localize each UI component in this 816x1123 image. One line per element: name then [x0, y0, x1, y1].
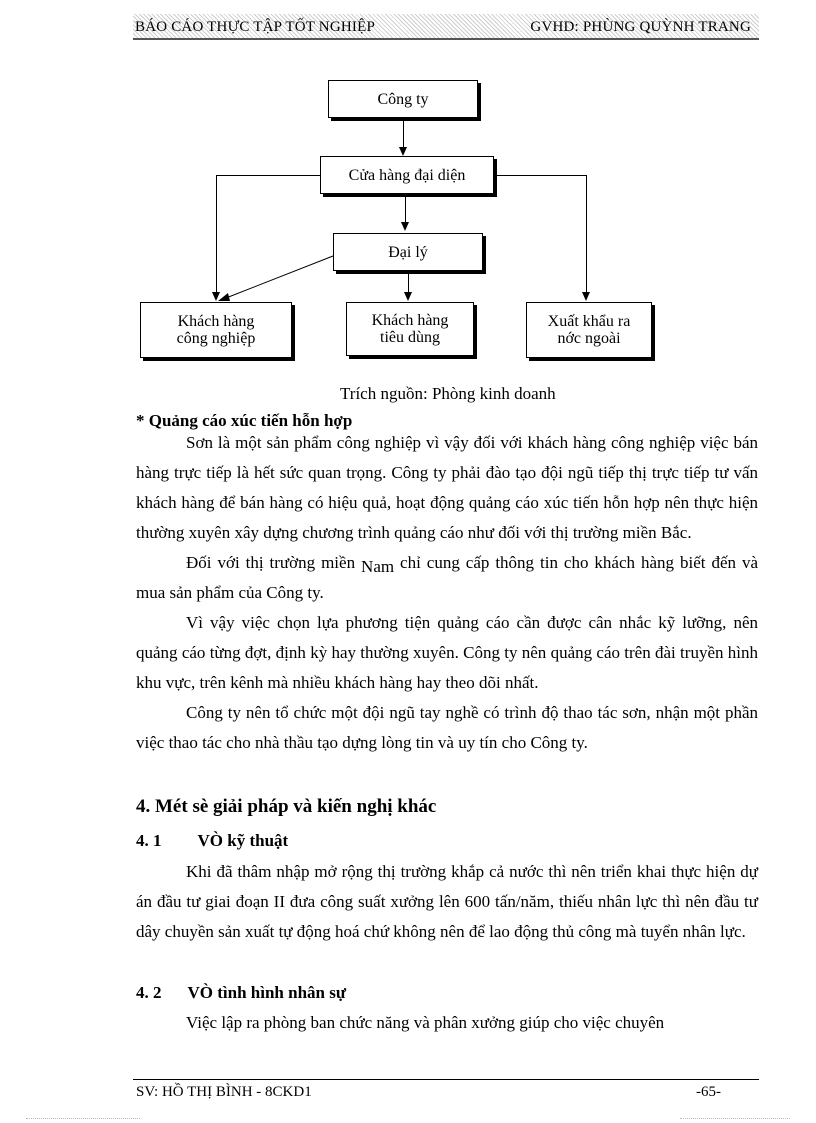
arrow-head [218, 293, 230, 301]
paragraph-part: chỉ cung cấp thông tin cho khách hàng biết đến và mua sản phẩm của Công ty. [136, 553, 758, 602]
heading-number: 4. 2 [136, 983, 162, 1002]
box-export-line1: Xuất khẩu ra [547, 313, 631, 330]
footer-rule [133, 1079, 759, 1080]
page-edge-dots [680, 1118, 790, 1120]
body-block-3 [136, 1008, 758, 1038]
body-block-2 [136, 857, 758, 947]
body-block-1 [136, 428, 758, 758]
heading-text: VÒ tình hình nhân sự [187, 983, 347, 1002]
diagonal-connector [226, 256, 333, 298]
box-store-label: Cửa hàng đại diện [348, 166, 466, 184]
paragraph-part: Đối với thị trường miền [186, 553, 362, 572]
paragraph: Việc lập ra phòng ban chức năng và phân xưởng giúp cho việc chuyên [186, 1013, 665, 1032]
paragraph: Công ty nên tổ chức một đội ngũ tay nghề có trình độ thao tác sơn, nhận một phần việc thao tác cho nhà thầu tạo dựng lòng tin và uy tín cho Công ty. [136, 703, 758, 752]
diagram-caption: Trích nguồn: Phòng kinh doanh [340, 384, 556, 403]
footer-student: SV: HỒ THỊ BÌNH - 8CKD1 [136, 1084, 312, 1100]
box-export [526, 302, 652, 358]
section-heading-4-2 [136, 983, 346, 1003]
box-company-label: Công ty [377, 90, 429, 108]
box-industrial-line2: công nghiệp [176, 330, 256, 347]
section-heading-4: 4. Mét sè giải pháp và kiến nghị khác [136, 796, 437, 817]
heading-number: 4. 1 [136, 831, 162, 850]
paragraph: Khi đã thâm nhập mở rộng thị trường khắp cả nước thì nên triển khai thực hiện dự án đầu tư giai đoạn II đưa công suất xưởng lên 600 tấn/năm, thiếu nhân lực thì nên đầu tư dây chuyền sản xuất tự động hoá chứ không nên để lao động thủ công mà tuyển nhân lực. [136, 862, 758, 941]
section-heading-4-1 [136, 831, 288, 851]
paragraph: Vì vậy việc chọn lựa phương tiện quảng cáo cần được cân nhắc kỹ lưỡng, nên quảng cáo từng đợt, định kỳ hay thường xuyên. Công ty nên quảng cáo trên đài truyền hình khu vực, trên kênh mà nhiều khách hàng hay theo dõi nhất. [136, 613, 758, 692]
box-industrial-line1: Khách hàng [177, 313, 255, 330]
header-report-title: BÁO CÁO THỰC TẬP TỐT NGHIỆP [135, 19, 375, 35]
box-export-line2: nớc ngoài [557, 330, 621, 347]
paragraph [136, 548, 758, 608]
box-consumer-customers [346, 302, 474, 356]
box-industrial-customers [140, 302, 292, 358]
header-supervisor: GVHD: PHÙNG QUỲNH TRANG [530, 19, 751, 35]
box-agent-label: Đại lý [388, 243, 428, 261]
paragraph-part: Nam [361, 557, 395, 576]
box-consumer-line2: tiêu dùng [380, 329, 440, 346]
box-consumer-line1: Khách hàng [371, 312, 449, 329]
heading-text: VÒ kỹ thuật [197, 831, 289, 850]
page-edge-dots [26, 1118, 140, 1120]
paragraph: Sơn là một sản phẩm công nghiệp vì vậy đối với khách hàng công nghiệp việc bán hàng trực tiếp là hết sức quan trọng. Công ty phải đào tạo đội ngũ tiếp thị trực tiếp tư vấn khách hàng để bán hàng có hiệu quả, hoạt động quảng cáo xúc tiến hỗn hợp nên thực hiện thường xuyên xây dựng chương trình quảng cáo như đối với thị trường miền Bắc. [136, 433, 758, 542]
section-heading-promotion: * Quảng cáo xúc tiến hỗn hợp [136, 411, 353, 430]
footer-page-number: -65- [696, 1084, 721, 1100]
